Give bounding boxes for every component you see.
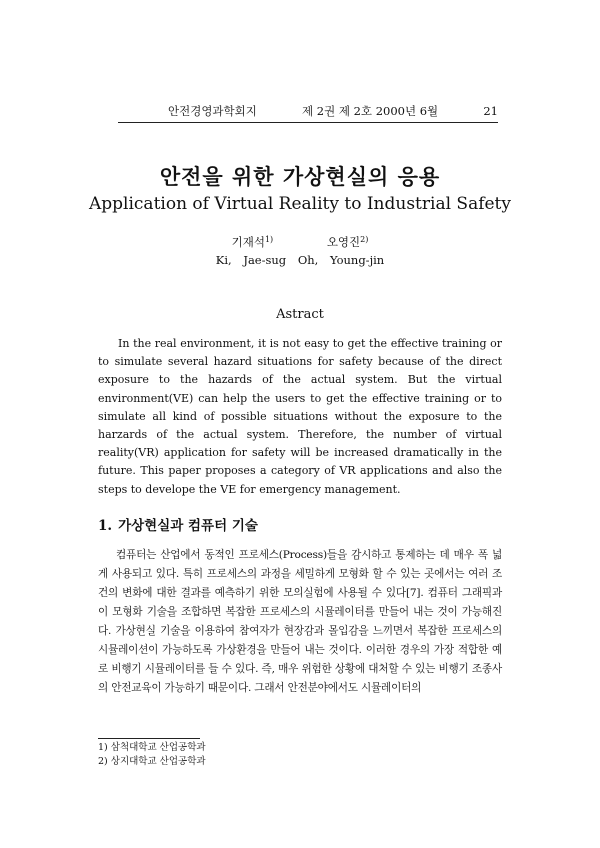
author-2-name-en: Oh, Young-jin (297, 253, 385, 267)
authors-korean (0, 234, 600, 250)
footnote-2: 2) 상지대학교 산업공학과 (98, 756, 206, 767)
abstract-heading: Astract (276, 307, 324, 322)
author-2-footnote-mark: 2) (360, 235, 369, 244)
abstract-text: In the real environment, it is not easy to get the effective training or to simulate several hazard situations for safety because of the direct exposure to the hazards of the actual system. But the virtual environment(VE) can help the users to get the effective training or to simulate all kind of possible situations without the exposure to the harzards of the actual system. Therefore, the number of virtual reality(VR) application for safety will be increased dramatically in the future. This paper proposes a category of VR applications and also the steps to develope the VE for emergency management. (98, 337, 502, 496)
section-1-title: 가상현실과 컴퓨터 기술 (118, 518, 258, 534)
section-1-number: 1. (98, 518, 113, 534)
author-1-name-en: Ki, Jae-sug (215, 253, 287, 267)
footnotes (98, 741, 206, 769)
title-korean: 안전을 위한 가상현실의 응용 (159, 164, 441, 189)
section-1-heading (98, 514, 258, 534)
footnote-1: 1) 삼척대학교 산업공학과 (98, 742, 206, 753)
author-1-footnote-mark: 1) (264, 235, 274, 244)
journal-name: 안전경영과학회지 (168, 104, 257, 118)
title-english: Application of Virtual Reality to Industrial Safety (89, 194, 511, 214)
issue-info: 제 2권 제 2호 2000년 6월 (302, 104, 439, 118)
page-number: 21 (483, 104, 498, 118)
author-2-name-ko: 오영진 (326, 235, 361, 249)
section-1-text: 컴퓨터는 산업에서 동적인 프로세스(Process)들을 감시하고 통제하는 데 매우 폭 넓게 사용되고 있다. 특히 프로세스의 과정을 세밀하게 모형화 할 수 있는 곳에서는 여러 조건의 변화에 대한 결과를 예측하기 위한 모의실험에 사용될 수 있다[7]. 컴퓨터 그래픽과 이 모형화 기술을 조합하면 복잡한 프로세스의 시뮬레이터를 만들어 내는 것이 가능해진다. 가상현실 기술을 이용하여 참여자가 현장감과 몰입감을 느끼면서 복잡한 프로세스의 시뮬레이션이 가능하도록 가상환경을 만들어 내는 것이다. 이러한 경우의 가장 적합한 예로 비행기 시뮬레이터를 들 수 있다. 즉, 매우 위험한 상황에 대처할 수 있는 비행기 조종사의 안전교육이 가능하기 때문이다. 그래서 안전분야에서도 시뮬레이터의 (98, 549, 502, 694)
header-rule (118, 122, 498, 123)
footnote-rule (98, 738, 200, 739)
authors-english (0, 253, 600, 267)
author-1-name-ko: 기재석 (231, 235, 265, 249)
